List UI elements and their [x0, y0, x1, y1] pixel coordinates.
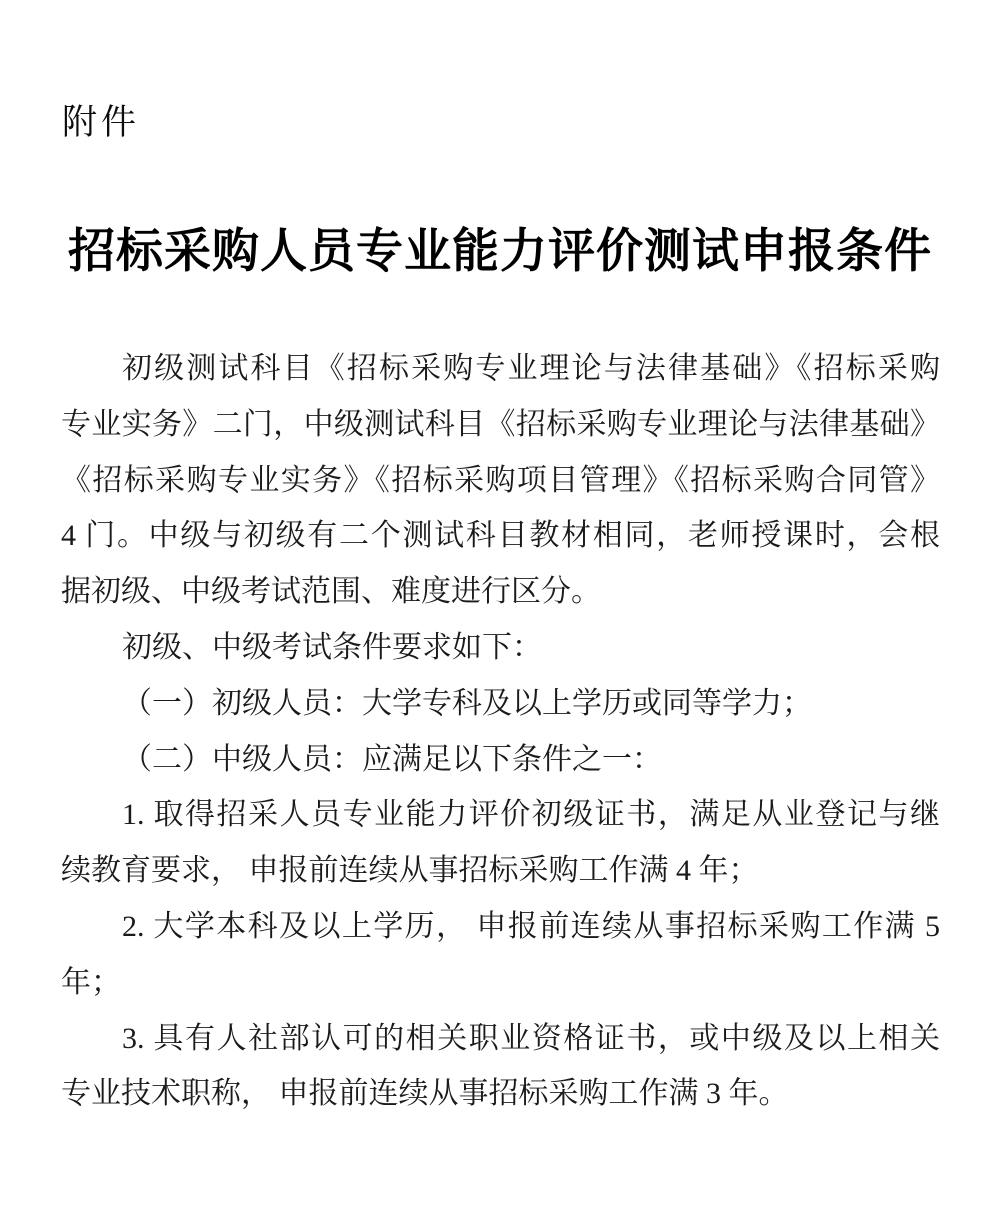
body-line: 续教育要求， 申报前连续从事招标采购工作满 4 年； — [61, 854, 759, 888]
body-line: 初级测试科目《招标采购专业理论与法律基础》《招标采购 — [122, 352, 940, 385]
document-body — [61, 341, 940, 1122]
document-title: 招标采购人员专业能力评价测试申报条件 — [68, 226, 932, 278]
body-line: 2. 大学本科及以上学历， 申报前连续从事招标采购工作满 5 — [122, 909, 940, 943]
body-line: 3. 具有人社部认可的相关职业资格证书，或中级及以上相关 — [122, 1021, 940, 1055]
attachment-label: 附件 — [62, 103, 141, 142]
body-line: 初级、中级考试条件要求如下： — [122, 630, 542, 664]
body-line: 年； — [61, 965, 121, 999]
body-line: （一）初级人员：大学专科及以上学历或同等学力； — [122, 686, 812, 720]
body-line: 专业实务》二门，中级测试科目《招标采购专业理论与法律基础》 — [61, 407, 940, 441]
body-line: 《招标采购专业实务》《招标采购项目管理》《招标采购合同管》 — [61, 463, 940, 497]
body-line: 专业技术职称， 申报前连续从事招标采购工作满 3 年。 — [61, 1077, 789, 1111]
body-line: （二）中级人员：应满足以下条件之一： — [122, 742, 662, 776]
body-line: 1. 取得招采人员专业能力评价初级证书，满足从业登记与继 — [122, 798, 940, 832]
body-line: 据初级、中级考试范围、难度进行区分。 — [61, 575, 601, 609]
body-line: 4 门。中级与初级有二个测试科目教材相同，老师授课时，会根 — [61, 519, 940, 553]
